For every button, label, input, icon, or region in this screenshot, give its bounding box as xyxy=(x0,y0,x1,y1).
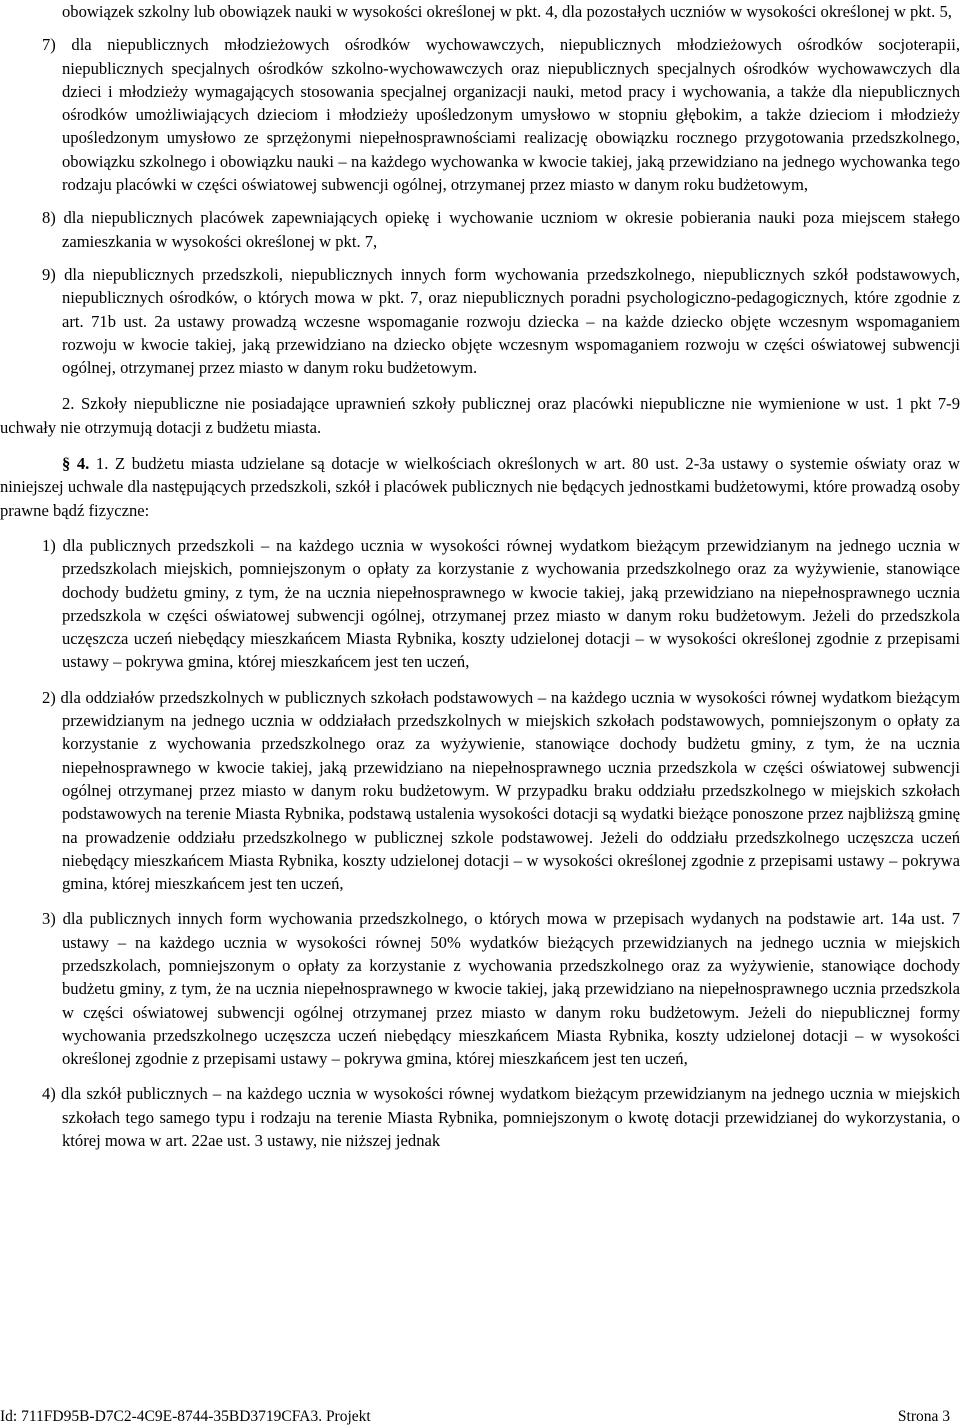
section-4-item-1: 1) dla publicznych przedszkoli – na każdego ucznia w wysokości równej wydatkom bieżącym przewidzianym na jednego ucznia w przedszkolach miejskich, pomniejszonym o opłaty za korzystanie z wychowania przedszkolnego oraz za wyżywienie, stanowiące dochody budżetu gminy, z tym, że na ucznia niepełnosprawnego w kwocie takiej, jaką przewidziano na niepełnosprawnego ucznia przedszkola w części oświatowej subwencji ogólnej, otrzymanej przez miasto w danym roku budżetowym. Jeżeli do przedszkola uczęszcza uczeń niebędący mieszkańcem Miasta Rybnika, koszty udzielonej dotacji – w wysokości określonej zgodnie z przepisami ustawy – pokrywa gmina, której mieszkańcem jest ten uczeń, xyxy=(42,535,960,672)
page-footer xyxy=(0,1405,960,1428)
section-4-item-3: 3) dla publicznych innych form wychowania przedszkolnego, o których mowa w przepisach wydanych na podstawie art. 14a ust. 7 ustawy – na każdego ucznia w wysokości równej 50% wydatków bieżących przewidzianych na jednego ucznia w miejskich przedszkolach, pomniejszonym o opłaty za korzystanie z wychowania przedszkolnego oraz za wyżywienie, stanowiące dochody budżetu gminy, z tym, że na ucznia niepełnosprawnego w kwocie takiej, jaką przewidziano na niepełnosprawnego ucznia przedszkola w części oświatowej subwencji ogólnej otrzymanej przez miasto w danym roku budżetowym. Jeżeli do niepublicznej formy wychowania przedszkolnego uczęszcza uczeń niebędący mieszkańcem Miasta Rybnika, koszty udzielonej dotacji – w wysokości określonej zgodnie z przepisami ustawy – pokrywa gmina, której mieszkańcem jest ten uczeń, xyxy=(42,909,960,1069)
paragraph-continuation: obowiązek szkolny lub obowiązek nauki w wysokości określonej w pkt. 4, dla pozostałych uczniów w wysokości określonej w pkt. 5, xyxy=(62,2,952,21)
page-number: Strona 3 xyxy=(897,1408,950,1425)
list-item-9: 9) dla niepublicznych przedszkoli, niepublicznych innych form wychowania przedszkolnego, niepublicznych szkół podstawowych, niepublicznych ośrodków, o których mowa w pkt. 7, oraz niepublicznych poradni psychologiczno-pedagogicznych, które zgodnie z art. 71b ust. 2a ustawy prowadzą wczesne wspomaganie rozwoju dziecka – na każde dziecko objęte wczesnym wspomaganiem rozwoju w kwocie takiej, jaką przewidziano na dziecko objęte wczesnym wspomaganiem rozwoju w części oświatowej subwencji ogólnej, otrzymanej przez miasto w danym roku budżetowym. xyxy=(42,264,960,378)
section-4-paragraph xyxy=(0,452,960,522)
section-4-item-4: 4) dla szkół publicznych – na każdego ucznia w wysokości równej wydatkom bieżącym przewidzianym na jednego ucznia w miejskich szkołach tego samego typu i rodzaju na terenie Miasta Rybnika, pomniejszonym o kwotę dotacji przewidzianej do wykorzystania, o której mowa w art. 22ae ust. 3 ustawy, nie niższej jednak xyxy=(42,1084,960,1151)
section-4-text: 1. Z budżetu miasta udzielane są dotacje w wielkościach określonych w art. 80 ust. 2-3a ustawy o systemie oświaty oraz w niniejszej uchwale dla następujących przedszkoli, szkół i placówek publicznych nie będących jednostkami budżetowymi, które prowadzą osoby prawne bądź fizyczne: xyxy=(0,454,960,520)
section-4-number: § 4. xyxy=(62,454,90,474)
document-id: Id: 711FD95B-D7C2-4C9E-8744-35BD3719CFA3. Projekt xyxy=(0,1408,371,1425)
list-item-7: 7) dla niepublicznych młodzieżowych ośrodków wychowawczych, niepublicznych młodzieżowych ośrodków socjoterapii, niepublicznych specjalnych ośrodków szkolno-wychowawczych oraz niepublicznych specjalnych ośrodków wychowawczych dla dzieci i młodzieży wymagających stosowania specjalnej organizacji nauki, metod pracy i wychowania, a także dla niepublicznych ośrodków umożliwiających dzieciom i młodzieży upośledzonym umysłowo w stopniu głębokim, a także dzieciom i młodzieży upośledzonym umysłowo ze sprzężonymi niepełnosprawnościami realizację obowiązku rocznego przygotowania przedszkolnego, obowiązku szkolnego i obowiązku nauki – na każdego wychowanka w kwocie takiej, jaką przewidziano na jednego wychowanka tego rodzaju placówki w części oświatowej subwencji ogólnej, otrzymanej przez miasto w danym roku budżetowym, xyxy=(42,35,960,195)
section-4-item-2: 2) dla oddziałów przedszkolnych w publicznych szkołach podstawowych – na każdego ucznia w wysokości równej wydatkom bieżącym przewidzianym na jednego ucznia w oddziałach przedszkolnych w miejskich szkołach podstawowych, pomniejszonym o opłaty za korzystanie z wychowania przedszkolnego oraz za wyżywienie, stanowiące dochody budżetu gminy, z tym, że na ucznia niepełnosprawnego w kwocie takiej, jaką przewidziano na niepełnosprawnego ucznia przedszkola w części oświatowej subwencji ogólnej otrzymanej przez miasto w danym roku budżetowym. W przypadku braku oddziału przedszkolnego w miejskich szkołach podstawowych na terenie Miasta Rybnika, podstawą ustalenia wysokości dotacji są wydatki bieżące ponoszone przez najbliższą gminę na prowadzenie oddziału przedszkolnego w publicznej szkole podstawowej. Jeżeli do oddziału przedszkolnego uczęszcza uczeń niebędący mieszkańcem Miasta Rybnika, koszty udzielonej dotacji – w wysokości określonej zgodnie z przepisami ustawy – pokrywa gmina, której mieszkańcem jest ten uczeń, xyxy=(42,687,960,894)
list-item-8: 8) dla niepublicznych placówek zapewniających opiekę i wychowanie uczniom w okresie pobierania nauki poza miejscem stałego zamieszkania w wysokości określonej w pkt. 7, xyxy=(42,208,960,251)
section-2-paragraph: 2. Szkoły niepubliczne nie posiadające uprawnień szkoły publicznej oraz placówki niepubliczne nie wymienione w ust. 1 pkt 7-9 uchwały nie otrzymują dotacji z budżetu miasta. xyxy=(0,394,960,437)
